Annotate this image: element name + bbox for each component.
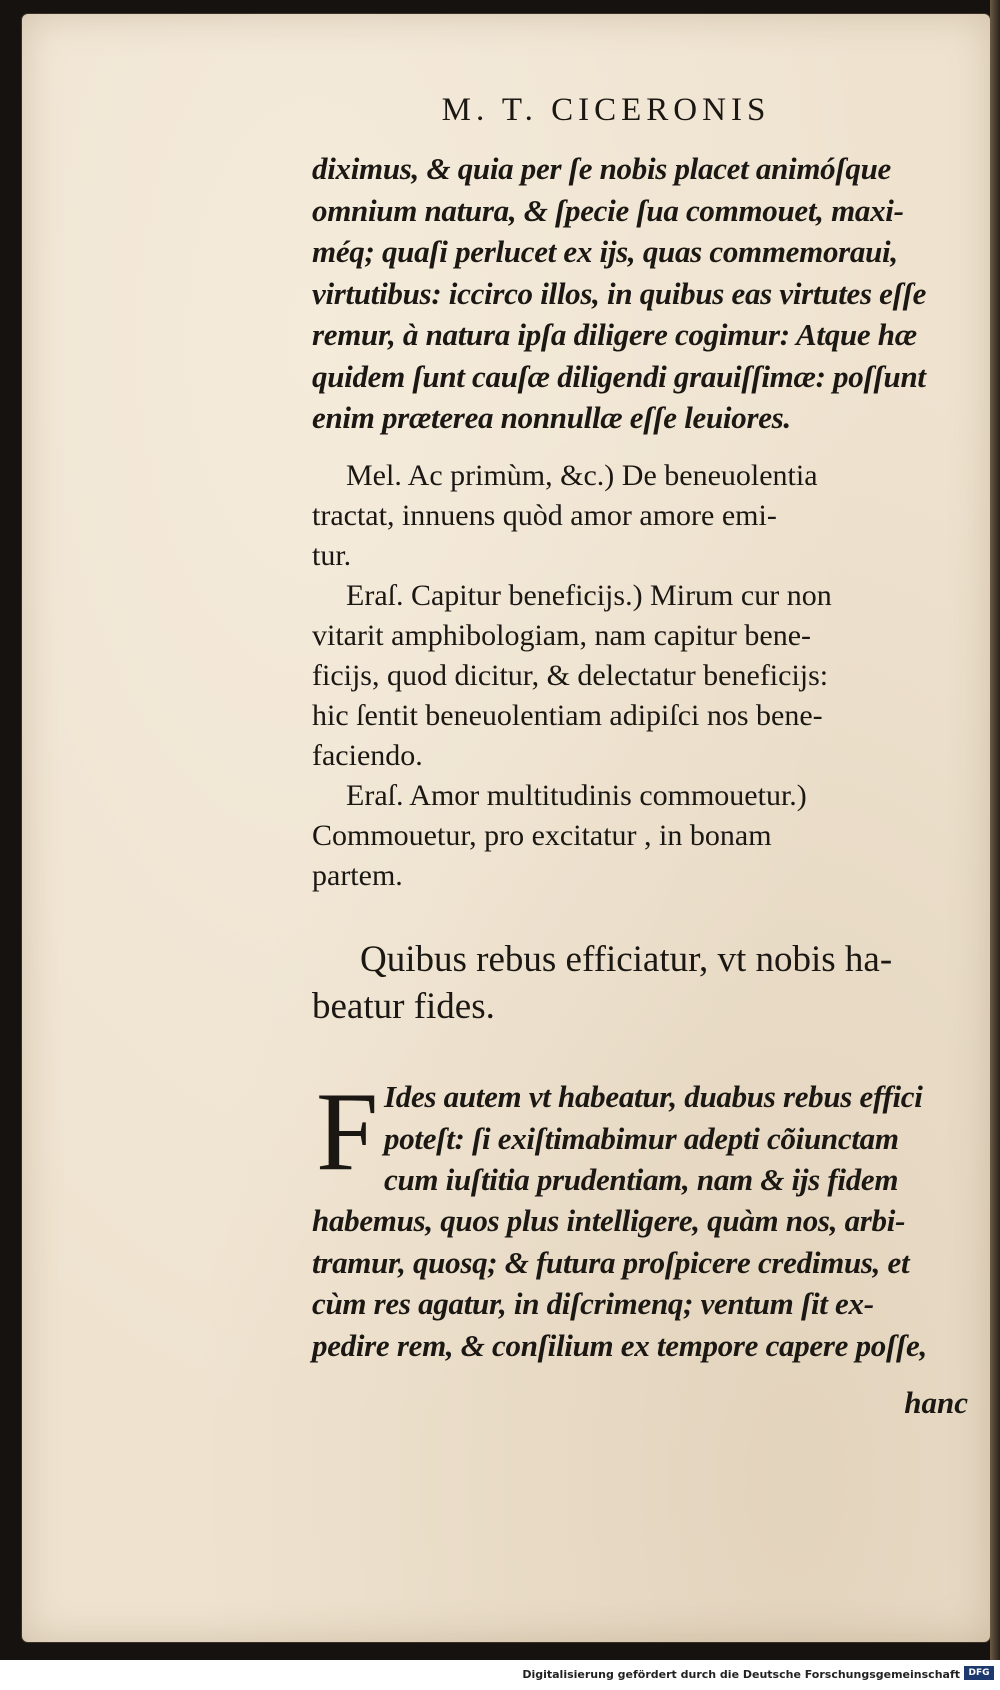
dfg-logo-icon: DFG: [964, 1666, 994, 1680]
text-line: faciendo.: [312, 739, 423, 772]
text-line: tur.: [312, 539, 352, 572]
text-line: partem.: [312, 859, 403, 892]
commentary-mel: [312, 456, 972, 576]
text-line: cùm res agatur, in diſcrimenq; ventum ſit ex-: [312, 1286, 874, 1321]
text-line: remur, à natura ipſa diligere cogimur: Atque hæ: [312, 317, 917, 352]
text-line: pedire rem, & conſilium ex tempore capere poſſe,: [312, 1327, 927, 1363]
commentary-eras-2: [312, 776, 972, 896]
text-line: méq; quaſi perlucet ex ijs, quas commemoraui,: [312, 234, 898, 269]
text-line: ficijs, quod dicitur, & delectatur beneficijs:: [312, 659, 829, 692]
text-line: cum iuſtitia prudentiam, nam & ijs fidem: [384, 1162, 899, 1197]
text-line: Mel. Ac primùm, &c.) De beneuolentia: [346, 459, 818, 492]
text-line: virtutibus: iccirco illos, in quibus eas virtutes eſſe: [312, 275, 927, 311]
text-line: tramur, quosq; & futura proſpicere credimus, et: [312, 1244, 910, 1280]
heading-line: Quibus rebus efficiatur, vt nobis ha-: [360, 939, 893, 980]
drop-cap: F: [316, 1070, 379, 1194]
text-line: quidem ſunt cauſæ diligendi grauiſſimæ: poſſunt: [312, 358, 926, 394]
italic-block-2: [312, 1200, 972, 1366]
text-line: diximus, & quia per ſe nobis placet animóſque: [312, 151, 891, 186]
text-line: Eraſ. Amor multitudinis commouetur.): [346, 779, 807, 812]
text-line: enim præterea nonnullæ eſſe leuiores.: [312, 400, 791, 435]
text-line: Eraſ. Capitur beneficijs.) Mirum cur non: [346, 579, 832, 612]
footer-credit: Digitalisierung gefördert durch die Deutsche Forschungsgemeinschaft: [522, 1668, 960, 1681]
italic-block-1: [312, 148, 972, 439]
page-edge-shadow: [990, 0, 1000, 1690]
heading-line: beatur fides.: [312, 986, 495, 1027]
text-line: Commouetur, pro excitatur , in bonam: [312, 819, 772, 852]
footer-bar: [0, 1660, 1000, 1690]
text-line: omnium natura, & ſpecie ſua commouet, maxi-: [312, 192, 904, 228]
text-line: poteſt: ſi exiſtimabimur adepti cõiunctam: [384, 1120, 899, 1156]
text-line: habemus, quos plus intelligere, quàm nos, arbi-: [312, 1203, 906, 1238]
italic-block-2-indented: [312, 1070, 972, 1201]
text-line: tractat, innuens quòd amor amore emi-: [312, 499, 777, 532]
section-heading: [312, 936, 972, 1030]
commentary-eras-1: [312, 576, 972, 776]
text-line: vitarit amphibologiam, nam capitur bene-: [312, 619, 812, 652]
catchword: hanc: [904, 1385, 968, 1420]
text-line: hic ſentit beneuolentiam adipiſci nos bene-: [312, 699, 823, 732]
running-head: M. T. CICERONIS: [441, 92, 771, 128]
text-line: Ides autem vt habeatur, duabus rebus effici: [384, 1079, 923, 1114]
